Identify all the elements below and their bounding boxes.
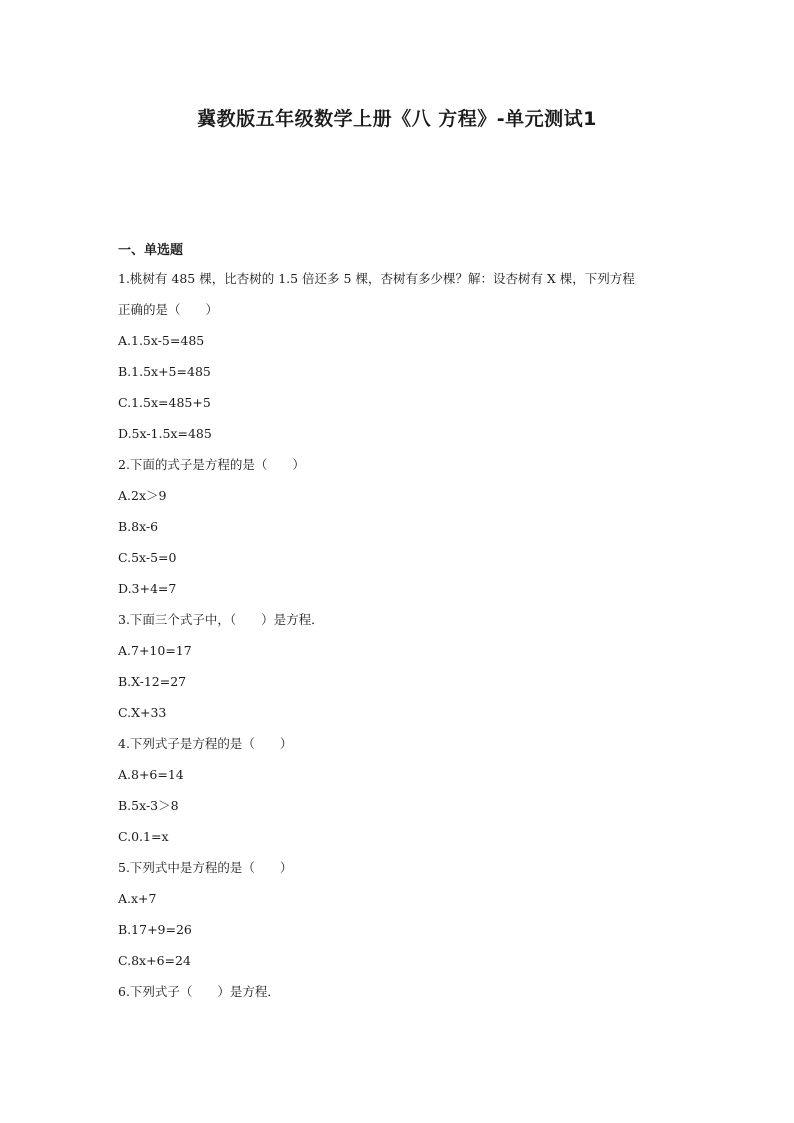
answer-option: B.8x-6 <box>118 519 159 534</box>
answer-option: A.1.5x-5=485 <box>118 333 205 348</box>
answer-option: B.5x-3＞8 <box>118 798 179 813</box>
answer-option: A.7+10=17 <box>118 643 192 658</box>
question-1 <box>118 268 688 454</box>
answer-option: A.2x＞9 <box>118 488 167 503</box>
question-stem: 4.下列式子是方程的是（ ） <box>118 736 293 751</box>
answer-option: C.8x+6=24 <box>118 953 191 968</box>
question-stem: 6.下列式子（ ）是方程． <box>118 984 280 999</box>
question-stem: 正确的是（ ） <box>118 302 219 317</box>
question-stem: 1.桃树有 485 棵，比杏树的 1.5 倍还多 5 棵，杏树有多少棵？解：设杏树有 X 棵，下列方程 <box>118 271 635 286</box>
question-2 <box>118 454 688 609</box>
question-4 <box>118 733 688 857</box>
question-stem: 5.下列式中是方程的是（ ） <box>118 860 293 875</box>
section-heading: 一、单选题 <box>118 243 184 258</box>
answer-option: C.X+33 <box>118 705 167 720</box>
answer-option: C.1.5x=485+5 <box>118 395 211 410</box>
answer-option: A.x+7 <box>118 891 157 906</box>
answer-option: C.0.1=x <box>118 829 169 844</box>
question-stem: 2.下面的式子是方程的是（ ） <box>118 457 305 472</box>
answer-option: D.3+4=7 <box>118 581 177 596</box>
answer-option: B.X-12=27 <box>118 674 187 689</box>
question-3 <box>118 609 688 733</box>
document-title: 冀教版五年级数学上册《八 方程》-单元测试1 <box>197 108 597 130</box>
question-list <box>118 268 688 1012</box>
answer-option: D.5x-1.5x=485 <box>118 426 212 441</box>
answer-option: A.8+6=14 <box>118 767 184 782</box>
question-5 <box>118 857 688 981</box>
answer-option: C.5x-5=0 <box>118 550 177 565</box>
question-stem: 3.下面三个式子中，（ ）是方程． <box>118 612 324 627</box>
question-6 <box>118 981 688 1012</box>
answer-option: B.1.5x+5=485 <box>118 364 211 379</box>
answer-option: B.17+9=26 <box>118 922 192 937</box>
